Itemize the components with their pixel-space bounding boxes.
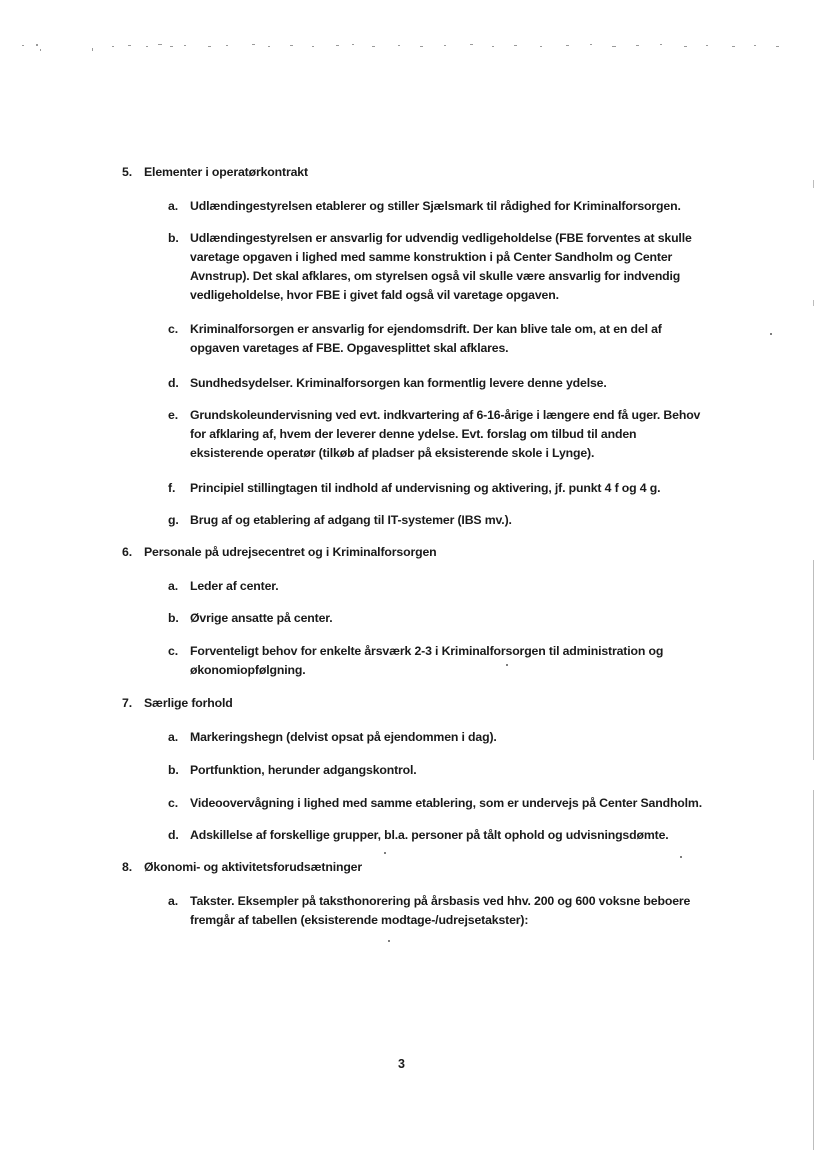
- item-letter: c.: [168, 796, 178, 810]
- item-text: Grundskoleundervisning ved evt. indkvartering af 6-16-årige i længere end få uger. Behov for afklaring af, hvem der leverer denne ydelse. Evt. forslag om tilbud til anden eksisterende operatør (tilkøb af pladser på eksisterende skole i Lynge).: [190, 408, 701, 460]
- item-text: Portfunktion, herunder adgangskontrol.: [190, 763, 417, 777]
- item-letter: d.: [168, 376, 179, 390]
- scan-edge-line: [813, 560, 814, 760]
- list-item: [168, 761, 713, 780]
- section-title: Økonomi- og aktivitetsforudsætninger: [144, 860, 363, 874]
- list-item: [168, 609, 713, 628]
- section-title: Særlige forhold: [144, 696, 233, 710]
- item-letter: a.: [168, 199, 178, 213]
- scan-speck: [770, 333, 772, 335]
- item-letter: d.: [168, 828, 179, 842]
- section-heading: [122, 860, 362, 874]
- section-number: 7.: [122, 696, 132, 710]
- scan-speck: [384, 852, 386, 854]
- section-title: Elementer i operatørkontrakt: [144, 165, 308, 179]
- item-letter: a.: [168, 579, 178, 593]
- list-item: [168, 479, 713, 498]
- item-text: Forventeligt behov for enkelte årsværk 2-3 i Kriminalforsorgen til administration og økonomiopfølgning.: [190, 644, 664, 677]
- list-item: [168, 728, 713, 747]
- item-letter: b.: [168, 231, 179, 245]
- scan-speck: [680, 856, 682, 858]
- item-letter: b.: [168, 763, 179, 777]
- item-letter: b.: [168, 611, 179, 625]
- item-letter: a.: [168, 730, 178, 744]
- item-text: Markeringshegn (delvist opsat på ejendommen i dag).: [190, 730, 497, 744]
- section-heading: [122, 696, 233, 710]
- item-text: Kriminalforsorgen er ansvarlig for ejendomsdrift. Der kan blive tale om, at en del af opgaven varetages af FBE. Opgavesplittet skal afklares.: [190, 322, 662, 355]
- item-text: Principiel stillingtagen til indhold af undervisning og aktivering, jf. punkt 4 f og 4 g.: [190, 481, 661, 495]
- list-item: [168, 892, 713, 930]
- scan-speck: [506, 664, 508, 666]
- list-item: [168, 197, 713, 216]
- item-text: Leder af center.: [190, 579, 279, 593]
- item-letter: e.: [168, 408, 178, 422]
- item-text: Øvrige ansatte på center.: [190, 611, 333, 625]
- scan-edge-line: [813, 300, 814, 306]
- list-item: [168, 826, 713, 845]
- scan-edge-line: [813, 180, 814, 188]
- item-letter: c.: [168, 644, 178, 658]
- item-text: Takster. Eksempler på taksthonorering på årsbasis ved hhv. 200 og 600 voksne beboere fremgår af tabellen (eksisterende modtage-/udrejsetakster):: [190, 894, 691, 927]
- section-heading: [122, 545, 437, 559]
- list-item: [168, 511, 713, 530]
- page-number: 3: [398, 1057, 405, 1071]
- section-number: 8.: [122, 860, 132, 874]
- list-item: [168, 320, 713, 358]
- item-letter: c.: [168, 322, 178, 336]
- item-text: Brug af og etablering af adgang til IT-systemer (IBS mv.).: [190, 513, 512, 527]
- list-item: [168, 642, 713, 680]
- scan-speck: [388, 940, 390, 942]
- list-item: [168, 374, 713, 393]
- item-text: Udlændingestyrelsen etablerer og stiller Sjælsmark til rådighed for Kriminalforsorgen.: [190, 199, 681, 213]
- section-number: 6.: [122, 545, 132, 559]
- list-item: [168, 794, 713, 813]
- item-letter: a.: [168, 894, 178, 908]
- item-text: Adskillelse af forskellige grupper, bl.a. personer på tålt ophold og udvisningsdømte.: [190, 828, 669, 842]
- list-item: [168, 577, 713, 596]
- item-text: Videoovervågning i lighed med samme etablering, som er undervejs på Center Sandholm.: [190, 796, 702, 810]
- scan-noise: [0, 40, 800, 52]
- item-text: Udlændingestyrelsen er ansvarlig for udvendig vedligeholdelse (FBE forventes at skulle varetage opgaven i lighed med samme konstruktion i på Center Sandholm og Center Avnstrup). Det skal afklares, om styrelsen også vil skulle være ansvarlig for indvendig vedligeholdelse, hvor FBE i givet fald også vil varetage opgaven.: [190, 231, 692, 302]
- list-item: [168, 229, 713, 305]
- item-text: Sundhedsydelser. Kriminalforsorgen kan formentlig levere denne ydelse.: [190, 376, 607, 390]
- item-letter: g.: [168, 513, 179, 527]
- item-letter: f.: [168, 481, 176, 495]
- section-title: Personale på udrejsecentret og i Kriminalforsorgen: [144, 545, 437, 559]
- section-heading: [122, 165, 308, 179]
- section-number: 5.: [122, 165, 132, 179]
- list-item: [168, 406, 713, 463]
- scan-edge-line: [813, 790, 814, 1150]
